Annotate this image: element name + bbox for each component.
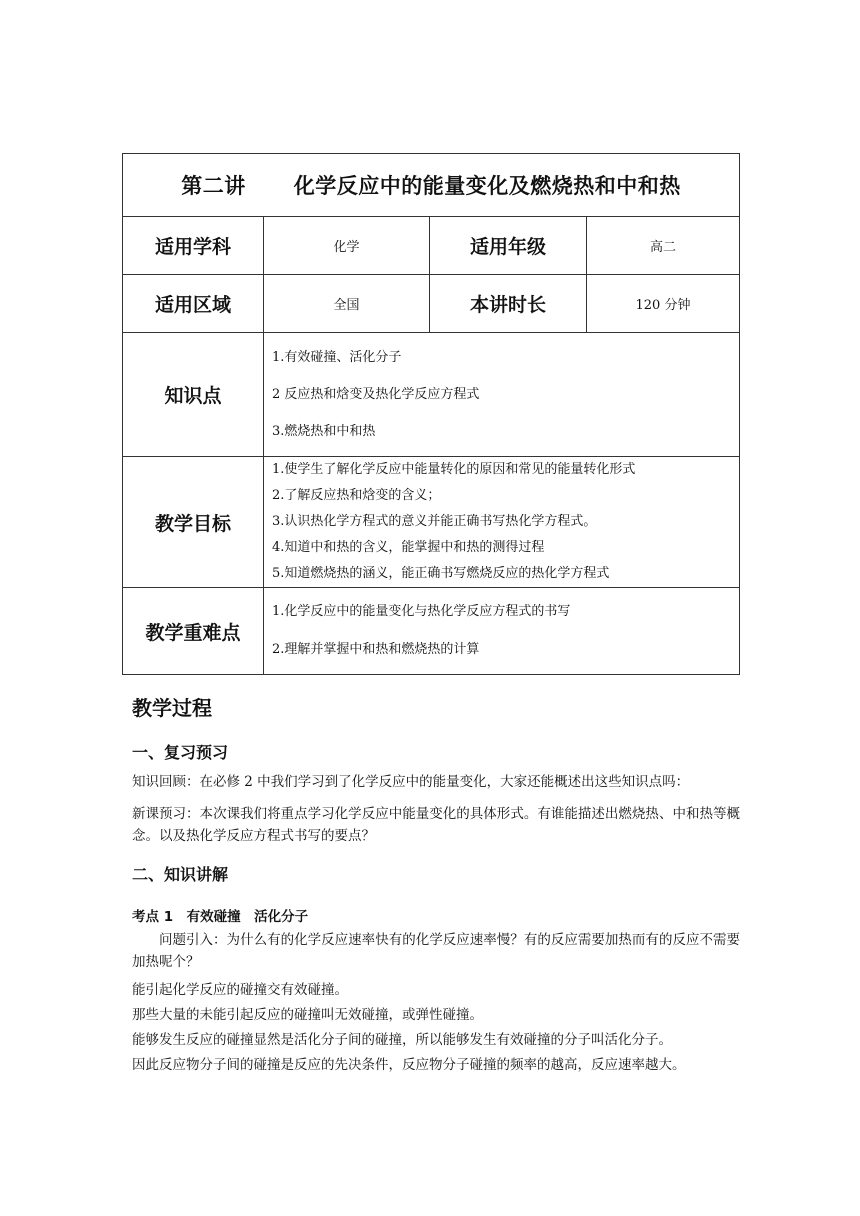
difficulty-item: 1.化学反应中的能量变化与热化学反应方程式的书写	[272, 604, 571, 619]
difficulty-item: 2.理解并掌握中和热和燃烧热的计算	[272, 642, 480, 657]
paragraph-3: 能够发生反应的碰撞显然是活化分子间的碰撞，所以能够发生有效碰撞的分子叫活化分子。	[132, 1032, 672, 1048]
subject-label: 适用学科	[123, 217, 264, 275]
paragraph-2: 那些大量的未能引起反应的碰撞叫无效碰撞，或弹性碰撞。	[132, 1007, 483, 1023]
duration-label: 本讲时长	[430, 275, 587, 333]
lesson-number: 第二讲	[181, 174, 246, 198]
region-value: 全国	[264, 275, 430, 333]
paragraph-4: 因此反应物分子间的碰撞是反应的先决条件，反应物分子碰撞的频率的越高，反应速率越大。	[132, 1057, 686, 1073]
knowledge-label: 知识点	[123, 333, 264, 457]
grade-label: 适用年级	[430, 217, 587, 275]
point1-heading: 考点 1 有效碰撞 活化分子	[132, 909, 309, 925]
difficulty-list	[264, 588, 740, 675]
knowledge-section-heading: 二、知识讲解	[132, 865, 229, 884]
duration-value: 120 分钟	[587, 275, 740, 333]
lesson-topic: 化学反应中的能量变化及燃烧热和中和热	[293, 174, 681, 198]
difficulty-label: 教学重难点	[123, 588, 264, 675]
process-heading: 教学过程	[132, 696, 212, 720]
goal-item: 3.认识热化学方程式的意义并能正确书写热化学方程式。	[272, 514, 597, 529]
goals-list	[264, 457, 740, 588]
review-paragraph: 知识回顾：在必修 2 中我们学习到了化学反应中的能量变化，大家还能概述出这些知识点吗：	[132, 774, 690, 790]
goal-item: 1.使学生了解化学反应中能量转化的原因和常见的能量转化形式	[272, 462, 636, 477]
lesson-title	[123, 154, 740, 217]
knowledge-item: 1.有效碰撞、活化分子	[272, 349, 402, 365]
paragraph-1: 能引起化学反应的碰撞交有效碰撞。	[132, 982, 348, 998]
lesson-info-table	[122, 153, 740, 675]
preview-paragraph: 新课预习：本次课我们将重点学习化学反应中能量变化的具体形式。有谁能描述出燃烧热、中和热等概念。以及热化学反应方程式书写的要点？	[132, 806, 740, 844]
review-section-heading: 一、复习预习	[132, 743, 229, 762]
goal-item: 5.知道燃烧热的涵义，能正确书写燃烧反应的热化学方程式	[272, 566, 610, 581]
region-label: 适用区域	[123, 275, 264, 333]
goal-item: 2.了解反应热和焓变的含义；	[272, 488, 441, 503]
knowledge-item: 2 反应热和焓变及热化学反应方程式	[272, 386, 480, 402]
question-paragraph: 问题引入：为什么有的化学反应速率快有的化学反应速率慢？有的反应需要加热而有的反应不需要加热呢个？	[132, 932, 740, 970]
grade-value: 高二	[587, 217, 740, 275]
knowledge-item: 3.燃烧热和中和热	[272, 423, 376, 439]
goals-label: 教学目标	[123, 457, 264, 588]
knowledge-list	[264, 333, 740, 457]
subject-value: 化学	[264, 217, 430, 275]
goal-item: 4.知道中和热的含义，能掌握中和热的测得过程	[272, 540, 545, 555]
